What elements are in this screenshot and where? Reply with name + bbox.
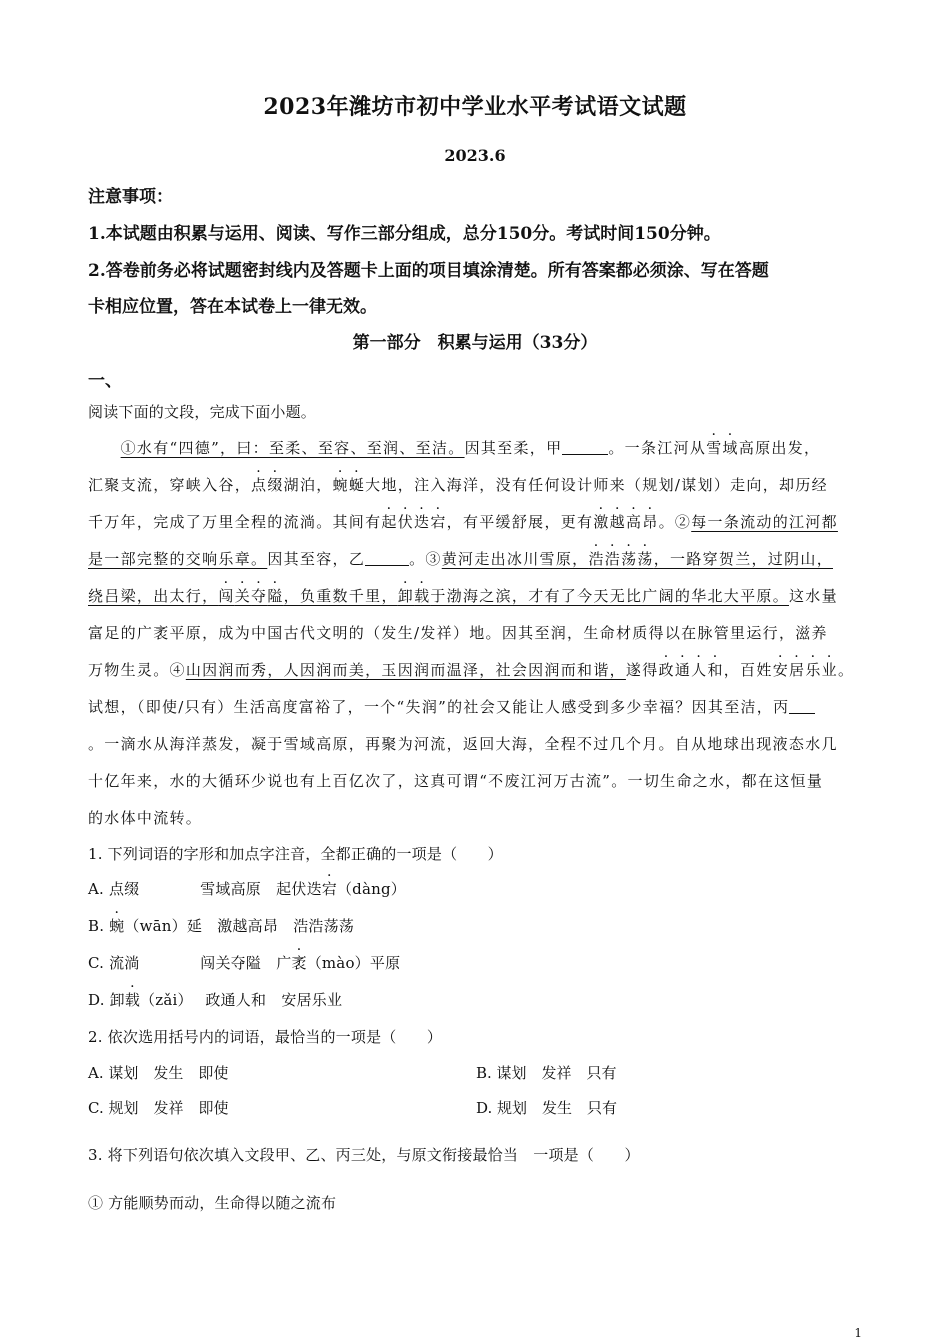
dotted-word-dianzhui: 点缀 (251, 476, 284, 494)
passage-line-3: 千万年，完成了万里全程的流淌。其间有起伏迭宕，有平缓舒展，更有激越高昂。②每一条流动的江河都 (88, 513, 838, 531)
question-3-sentence-1: ① 方能顺势而动，生命得以随之流布 (88, 1194, 337, 1212)
page-number: 1 (854, 1326, 862, 1340)
question-2-option-d: D. 规划 发生 只有 (476, 1099, 618, 1117)
question-2-stem: 2. 依次选用括号内的词语，最恰当的一项是（ ） (88, 1028, 443, 1046)
dotted-word-wanyan: 蜿蜒 (332, 476, 366, 494)
question-3-stem: 3. 将下列语句依次填入文段甲、乙、丙三处，与原文衔接最恰当 一项是（ ） (88, 1146, 640, 1164)
notice-item-2-cont: 卡相应位置，答在本试卷上一律无效。 (88, 297, 377, 317)
passage-line-1: ①水有“四德”，曰：至柔、至容、至润、至洁。因其至柔，甲 。一条江河从雪域高原出发， (120, 439, 821, 457)
question-1-option-d: D. 卸载（zǎi） 政通人和 安居乐业 (88, 991, 343, 1009)
question-1-option-c: C. 流淌 闯关夺隘 广袤（mào）平原 (88, 954, 401, 972)
passage-line-8: 试想，（即使/只有）生活高度富裕了，一个“失润”的社会又能让人感受到多少幸福？因其至洁，丙 (88, 696, 815, 717)
dotted-word-jiyuegaoang: 激越高昂 (593, 513, 659, 531)
notice-heading: 注意事项： (88, 187, 173, 207)
blank-bing (789, 699, 815, 714)
dotted-word-qifudiedang: 起伏迭宕 (381, 513, 447, 531)
dotted-word-xueyu: 雪域 (706, 439, 739, 457)
passage-line-10: 十亿年来，水的大循环少说也有上百亿次了，这真可谓“不废江河万古流”。一切生命之水，都在这恒量 (88, 772, 824, 790)
passage-line-6: 富足的广袤平原，成为中国古代文明的（发生/发祥）地。因其至润，生命材质得以在脉管里运行，滋养 (88, 624, 828, 642)
dotted-word-zhengtongrenhe: 政通人和 (658, 661, 724, 679)
section1-label: 一、 (88, 371, 122, 391)
underlined-sentence-2: 每一条流动的江河都 (691, 513, 838, 531)
passage-line-5: 绕吕梁，出太行，闯关夺隘，负重数千里，卸载于渤海之滨，才有了今天无比广阔的华北大平原。这水量 (88, 587, 838, 605)
dotted-word-anjuleye: 安居乐业 (772, 661, 838, 679)
exam-date: 2023.6 (444, 146, 506, 165)
dotted-word-xiezai: 卸载 (397, 587, 431, 605)
passage-line-7: 万物生灵。④山因润而秀，人因润而美，玉因润而温泽，社会因润而和谐，遂得政通人和，百姓安居乐业。 (88, 661, 855, 679)
notice-item-1: 1.本试题由积累与运用、阅读、写作三部分组成，总分150分。考试时间150分钟。 (88, 224, 721, 244)
underlined-sentence-4: 山因润而秀，人因润而美，玉因润而温泽，社会因润而和谐， (185, 661, 626, 679)
underlined-sentence-2-cont: 是一部完整的交响乐章。 (88, 550, 268, 568)
passage-line-2: 汇聚支流，穿峡入谷，点缀湖泊，蜿蜒大地，注入海洋，没有任何设计师来（规划/谋划）走向，却历经 (88, 476, 828, 494)
dotted-word-haohaodangdang: 浩浩荡荡 (588, 550, 654, 568)
question-2-option-c: C. 规划 发祥 即使 (88, 1099, 229, 1117)
question-1-stem: 1. 下列词语的字形和加点字注音，全都正确的一项是（ ） (88, 845, 503, 863)
underlined-sentence-1: ①水有“四德”，曰：至柔、至容、至润、至洁。 (120, 439, 465, 457)
part1-heading: 第一部分 积累与运用（33分） (352, 333, 598, 353)
question-1-option-b: B. 蜿（wān）延 激越高昂 浩浩荡荡 (88, 917, 355, 935)
question-1-option-a: A. 点缀 雪域高原 起伏迭宕（dàng） (88, 880, 406, 898)
question-2-option-b: B. 谋划 发祥 只有 (476, 1064, 617, 1082)
notice-item-2: 2.答卷前务必将试题密封线内及答题卡上面的项目填涂清楚。所有答案都必须涂、写在答题 (88, 261, 769, 281)
passage-line-9: 。一滴水从海洋蒸发，凝于雪域高原，再聚为河流，返回大海，全程不过几个月。自从地球出现液态水几 (88, 735, 838, 753)
passage-line-4: 是一部完整的交响乐章。因其至容，乙 。③黄河走出冰川雪原，浩浩荡荡，一路穿贺兰，过阴山， (88, 550, 833, 568)
blank-yi (365, 551, 409, 566)
reading-instruction: 阅读下面的文段，完成下面小题。 (88, 403, 317, 421)
question-2-option-a: A. 谋划 发生 即使 (88, 1064, 229, 1082)
dotted-word-chuangguanduoai: 闯关夺隘 (218, 587, 284, 605)
exam-title: 2023年潍坊市初中学业水平考试语文试题 (263, 94, 687, 120)
passage-line-11: 的水体中流转。 (88, 809, 203, 827)
blank-jia (562, 440, 608, 455)
